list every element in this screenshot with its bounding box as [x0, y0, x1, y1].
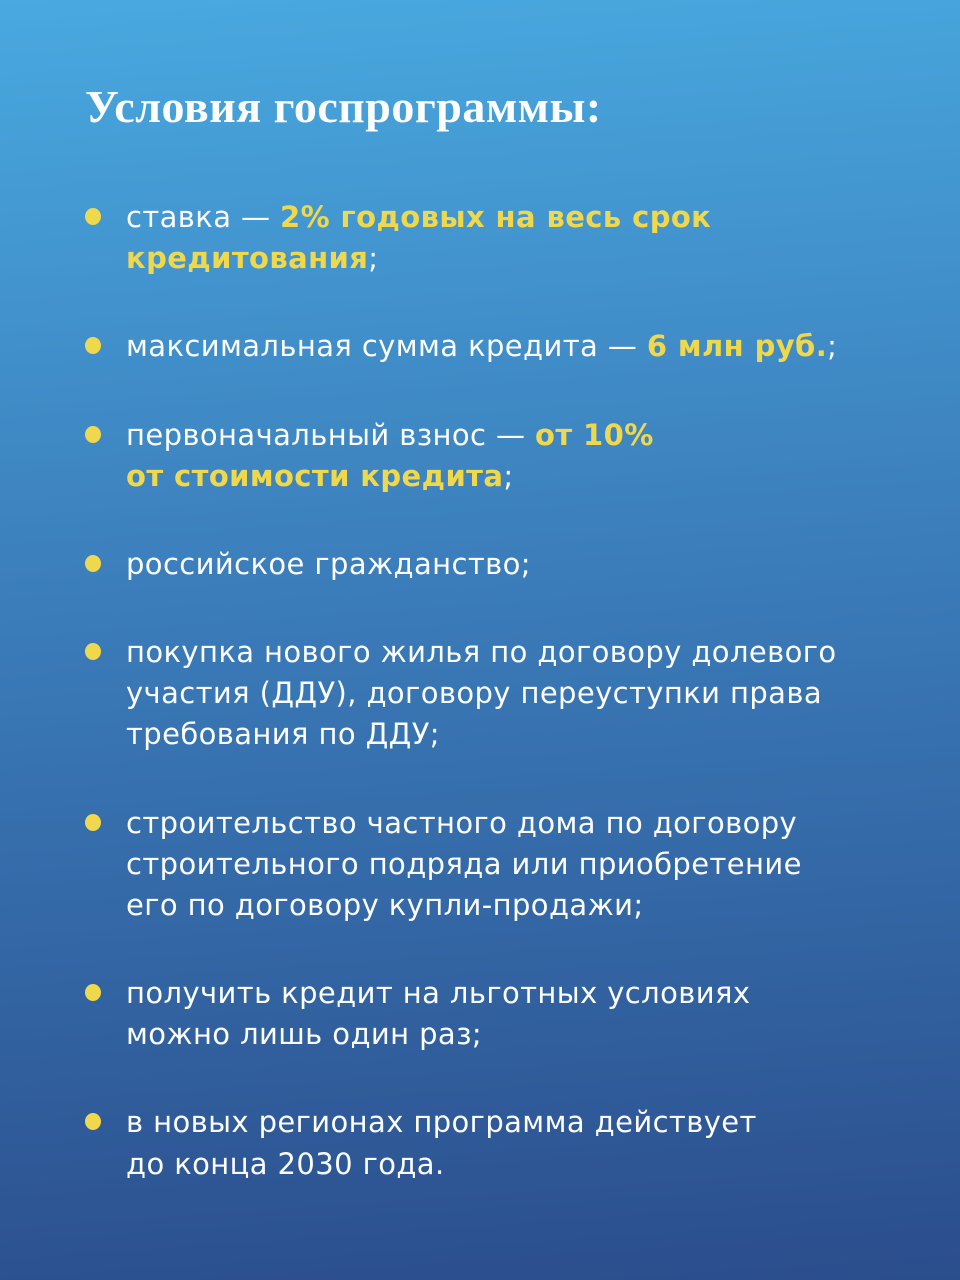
list-item-text	[126, 197, 711, 279]
list-item	[85, 1102, 920, 1184]
plain-text: в новых регионах программа действует	[126, 1105, 757, 1140]
list-item-text	[126, 973, 750, 1055]
bullet-dot-icon	[85, 555, 101, 572]
list-item	[85, 632, 920, 756]
highlighted-text: 2% годовых на весь срок	[280, 200, 712, 234]
plain-text: получить кредит на льготных условиях	[126, 976, 751, 1011]
bullet-dot-icon	[85, 643, 101, 660]
plain-text: ;	[368, 241, 379, 276]
list-item	[85, 973, 920, 1055]
plain-text: ;	[827, 329, 838, 364]
plain-text: строительство частного дома по договору	[126, 805, 798, 840]
list-item-text	[126, 1102, 757, 1184]
plain-text: ;	[503, 458, 514, 493]
plain-text: первоначальный взнос —	[126, 417, 536, 452]
page-title: Условия госпрограммы:	[85, 81, 602, 132]
plain-text: российское гражданство;	[126, 546, 531, 581]
highlighted-text: от 10%	[535, 417, 654, 452]
list-item-text	[126, 632, 837, 756]
plain-text: требования по ДДУ;	[126, 717, 440, 752]
plain-text: строительного подряда или приобретение	[126, 846, 802, 881]
highlighted-text: кредитования	[126, 241, 369, 276]
bullet-dot-icon	[85, 984, 101, 1001]
list-item-text	[126, 803, 802, 927]
list-item-text	[126, 544, 531, 585]
bullet-dot-icon	[85, 208, 101, 225]
bullet-dot-icon	[85, 426, 101, 443]
list-item-text	[126, 415, 654, 497]
plain-text: можно лишь один раз;	[126, 1017, 483, 1052]
bullet-dot-icon	[85, 1113, 101, 1130]
list-item	[85, 803, 920, 927]
plain-text: участия (ДДУ), договору переуступки права	[126, 676, 823, 711]
list-item	[85, 415, 920, 497]
list-item	[85, 544, 920, 585]
plain-text: до конца 2030 года.	[126, 1146, 445, 1181]
plain-text: максимальная сумма кредита —	[126, 329, 647, 364]
list-item	[85, 326, 920, 367]
list-item	[85, 197, 920, 279]
highlighted-text: от стоимости кредита	[126, 458, 504, 493]
plain-text: покупка нового жилья по договору долевого	[126, 635, 837, 670]
plain-text: ставка —	[126, 200, 281, 234]
bullet-dot-icon	[85, 337, 101, 354]
plain-text: его по договору купли-продажи;	[126, 887, 644, 922]
list-item-text	[126, 326, 837, 367]
bullet-dot-icon	[85, 814, 101, 831]
highlighted-text: 6 млн руб.	[646, 329, 828, 364]
conditions-list	[0, 133, 960, 1185]
